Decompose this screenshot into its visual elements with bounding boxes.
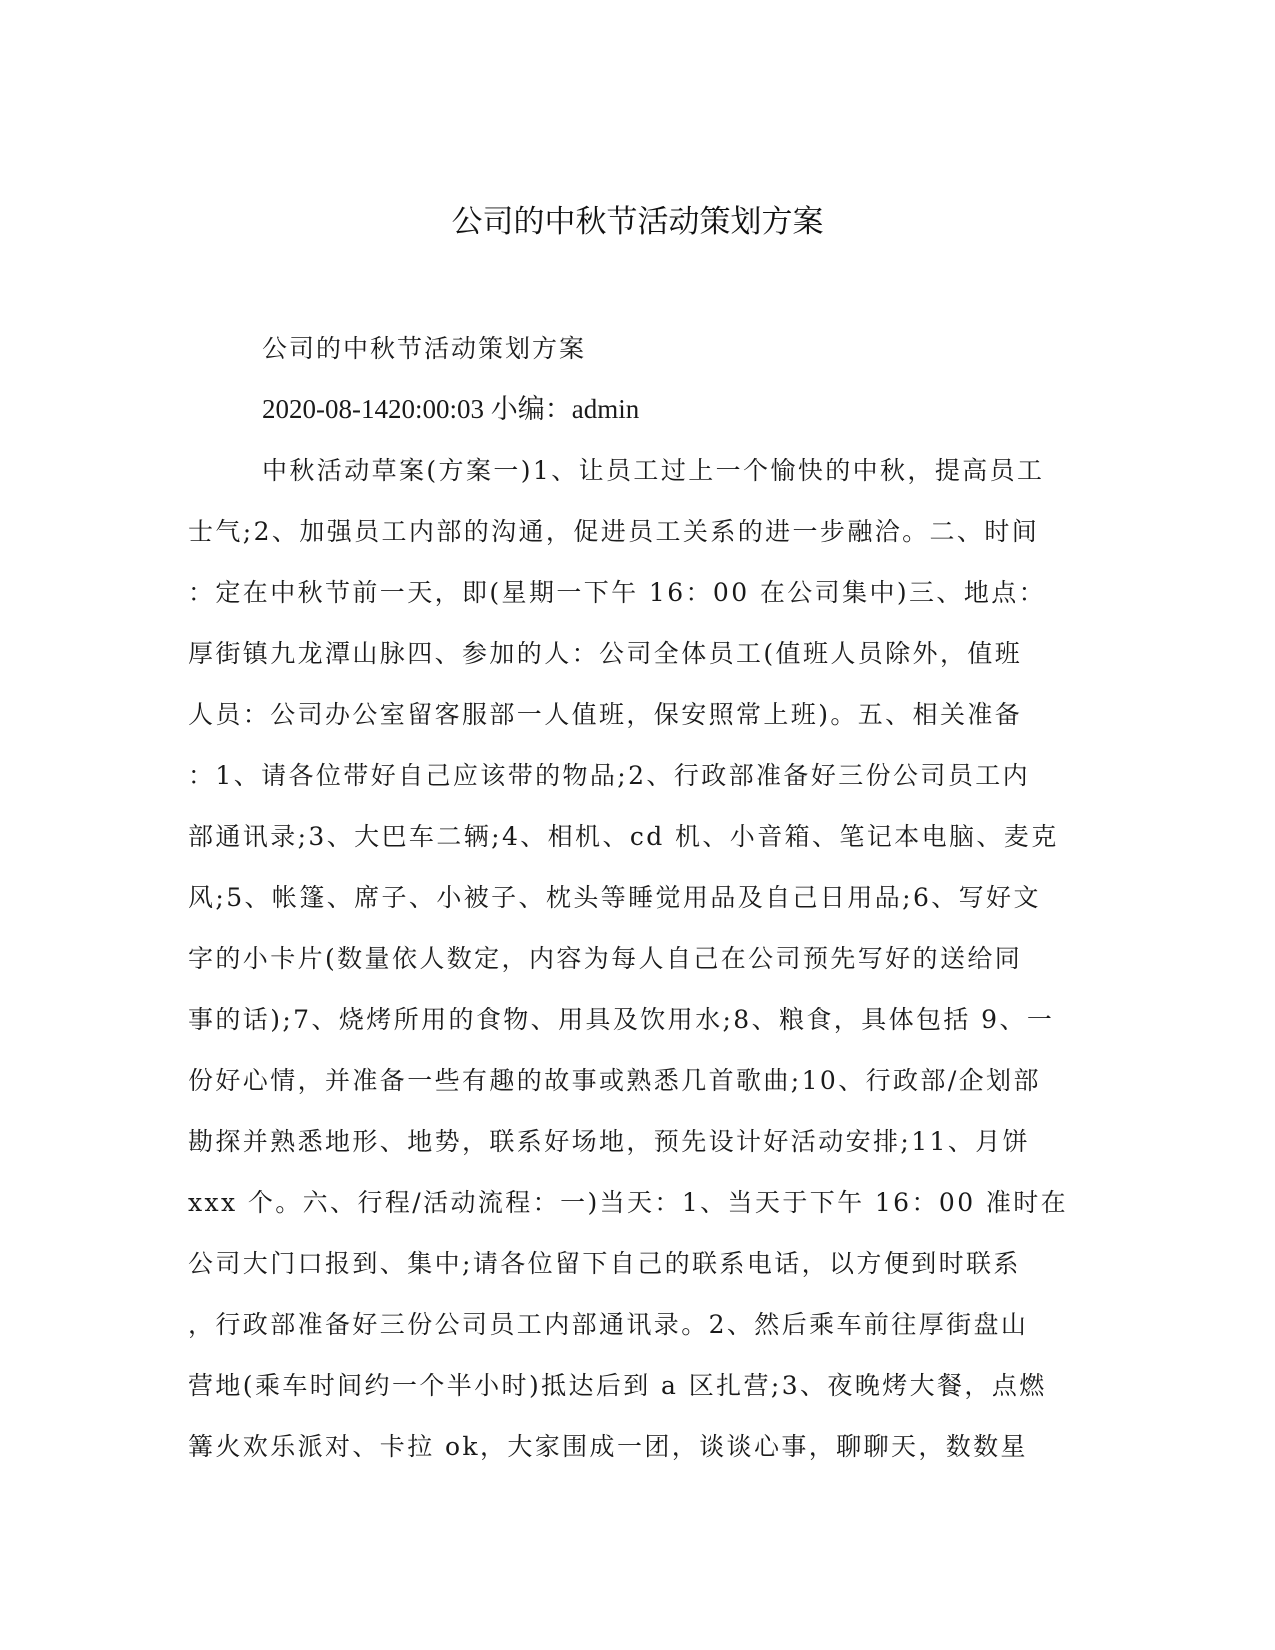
body-line: xxx 个。六、行程/活动流程：一)当天：1、当天于下午 16：00 准时在 <box>188 1188 1069 1217</box>
body-line: 字的小卡片(数量依人数定，内容为每人自己在公司预先写好的送给同 <box>188 944 1023 973</box>
body-line: 篝火欢乐派对、卡拉 ok，大家围成一团，谈谈心事，聊聊天，数数星 <box>188 1432 1028 1461</box>
body-line: ：定在中秋节前一天，即(星期一下午 16：00 在公司集中)三、地点： <box>188 578 1047 607</box>
body-line: 厚街镇九龙潭山脉四、参加的人：公司全体员工(值班人员除外，值班 <box>188 639 1023 668</box>
body-line: 勘探并熟悉地形、地势，联系好场地，预先设计好活动安排;11、月饼 <box>188 1127 1031 1156</box>
body-line: 份好心情，并准备一些有趣的故事或熟悉几首歌曲;10、行政部/企划部 <box>188 1066 1041 1095</box>
body-line: 公司大门口报到、集中;请各位留下自己的联系电话，以方便到时联系 <box>188 1249 1021 1278</box>
document-title: 公司的中秋节活动策划方案 <box>451 204 824 240</box>
body-line: 风;5、帐篷、席子、小被子、枕头等睡觉用品及自己日用品;6、写好文 <box>188 883 1041 912</box>
body-line: 部通讯录;3、大巴车二辆;4、相机、cd 机、小音箱、笔记本电脑、麦克 <box>188 822 1059 851</box>
body-line: 中秋活动草案(方案一)1、让员工过上一个愉快的中秋，提高员工 <box>262 456 1045 485</box>
document-body <box>188 440 1088 1477</box>
body-line: 事的话);7、烧烤所用的食物、用具及饮用水;8、粮食，具体包括 9、一 <box>188 1005 1055 1034</box>
body-line: ，行政部准备好三份公司员工内部通讯录。2、然后乘车前往厚街盘山 <box>188 1310 1029 1339</box>
document-meta: 2020-08-1420:00:03 小编：admin <box>262 394 640 424</box>
body-line: 士气;2、加强员工内部的沟通，促进员工关系的进一步融洽。二、时间 <box>188 517 1040 546</box>
body-line: 人员：公司办公室留客服部一人值班，保安照常上班)。五、相关准备 <box>188 700 1023 729</box>
body-line: ：1、请各位带好自己应该带的物品;2、行政部准备好三份公司员工内 <box>188 761 1031 790</box>
body-line: 营地(乘车时间约一个半小时)抵达后到 a 区扎营;3、夜晚烤大餐，点燃 <box>188 1371 1047 1400</box>
document-subtitle: 公司的中秋节活动策划方案 <box>262 334 587 363</box>
